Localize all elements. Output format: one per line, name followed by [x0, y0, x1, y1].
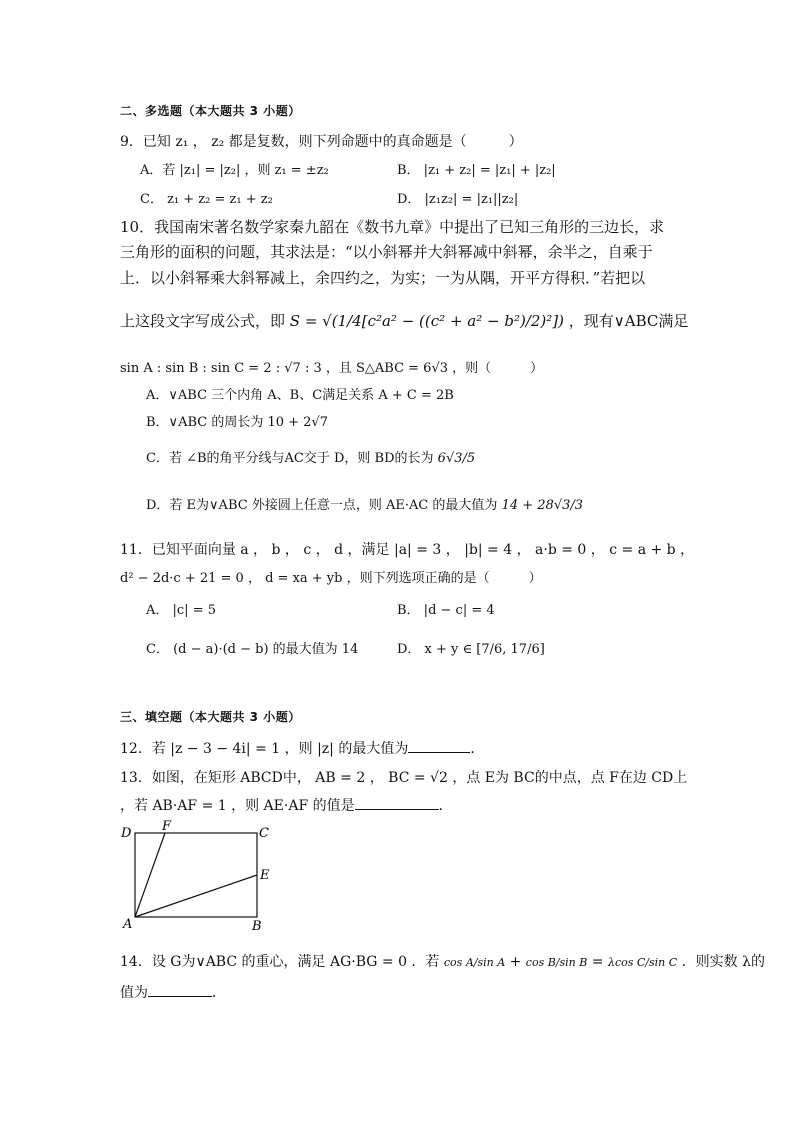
- q14-line-2: [120, 984, 226, 1002]
- q14-fraction-1: cos A/sin A: [443, 956, 506, 969]
- q10-option-c-value: 6√3/5: [437, 451, 476, 466]
- q10-option-c-pre: C．若 ∠B的角平分线与AC交于 D，则 BD的长为: [146, 451, 434, 466]
- q10-line-1: 10．我国南宋著名数学家秦九韶在《数书九章》中提出了已知三角形的三边长，求: [120, 218, 665, 236]
- q10-option-d[interactable]: [146, 497, 583, 515]
- q14-end: ．: [212, 985, 226, 1001]
- q11-option-a[interactable]: A． |c| = 5: [146, 603, 216, 618]
- q11-option-d[interactable]: D． x + y ∈ [7/6, 17/6]: [397, 642, 545, 657]
- rectangle-figure: [115, 820, 275, 935]
- q11-option-c[interactable]: C． (d − a)·(d − b) 的最大值为 14: [146, 642, 359, 657]
- label-e: E: [260, 868, 270, 883]
- label-f: F: [162, 820, 172, 834]
- label-c: C: [259, 826, 269, 841]
- label-b: B: [252, 919, 262, 934]
- q14-fraction-3: λcos C/sin C: [607, 956, 678, 969]
- q14-line-1-post: ．则实数 λ的: [681, 954, 765, 970]
- q13-line-1: 13．如图，在矩形 ABCD中， AB = 2 ， BC = √2 ，点 E为 BC的中点，点 F在边 CD上: [120, 770, 688, 786]
- q10-line-2: 三角形的面积的问题，其求法是：“以小斜幂并大斜幂减中斜幂，余半之，自乘于: [120, 243, 653, 261]
- q10-option-d-pre: D．若 E为∨ABC 外接圆上任意一点，则 AE·AC 的最大值为: [146, 498, 498, 513]
- q10-option-d-value: 14 + 28√3/3: [501, 498, 584, 513]
- section-2-title: 二、多选题（本大题共 3 小题）: [120, 104, 301, 118]
- q10-option-a[interactable]: A．∨ABC 三个内角 A、B、C满足关系 A + C = 2B: [146, 388, 454, 403]
- q10-line-4-pre: 上这段文字写成公式，即: [120, 312, 286, 330]
- q13-end: ．: [438, 798, 453, 814]
- q10-line-5: sin A : sin B : sin C = 2 : √7 : 3 ，且 S△ABC = 6√3 ，则（ ）: [120, 361, 544, 376]
- q14-line-1-pre: 14．设 G为∨ABC 的重心，满足 AG·BG = 0 ．若: [120, 954, 440, 970]
- q9-option-a[interactable]: A．若 |z₁| = |z₂| ，则 z₁ = ±z₂: [140, 163, 329, 178]
- q10-option-b[interactable]: B．∨ABC 的周长为 10 + 2√7: [146, 415, 328, 430]
- q13-line-2: [120, 797, 453, 815]
- label-a: A: [123, 917, 133, 932]
- qin-jiushao-formula: S = √(1/4[c²a² − ((c² + a² − b²)/2)²]): [289, 312, 564, 330]
- q9-option-b[interactable]: B． |z₁ + z₂| = |z₁| + |z₂|: [397, 163, 556, 178]
- q9-option-d[interactable]: D． |z₁z₂| = |z₁||z₂|: [397, 192, 519, 207]
- q14-line-1: 14．设 G为∨ABC 的重心，满足 AG·BG = 0 ．若 cos A/sin A + cos B/sin B = λcos C/sin C ．则实数 λ的: [120, 954, 765, 970]
- q14-line-2-text: 值为: [120, 985, 148, 1001]
- q9-option-c-text: C． z₁ + z₂ = z₁ + z₂: [140, 192, 273, 207]
- q10-line-3: 上．以小斜幂乘大斜幂减上，余四约之，为实；一为从隅，开平方得积．”若把以: [120, 269, 646, 287]
- q10-line-4-post: ，现有∨ABC满足: [568, 312, 689, 330]
- q12-answer-blank[interactable]: [408, 740, 470, 753]
- q9-stem: 9．已知 z₁ ， z₂ 都是复数，则下列命题中的真命题是（ ）: [120, 134, 523, 150]
- q11-option-b[interactable]: B． |d − c| = 4: [397, 603, 495, 618]
- q11-line-2: d² − 2d·c + 21 = 0 ， d = xa + yb ，则下列选项正确的是（ ）: [120, 571, 542, 586]
- q13-answer-blank[interactable]: [355, 797, 439, 810]
- q14-fraction-2: cos B/sin B: [525, 956, 588, 969]
- q12-line: [120, 740, 484, 758]
- q12-text: 12．若 |z − 3 − 4i| = 1 ，则 |z| 的最大值为: [120, 741, 409, 757]
- segment-ae: [135, 875, 257, 917]
- segment-af: [135, 833, 165, 917]
- q10-option-c[interactable]: [146, 450, 475, 468]
- q11-line-1: 11．已知平面向量 a ， b ， c ， d ，满足 |a| = 3 ， |b| = 4 ， a·b = 0 ， c = a + b ，: [120, 542, 695, 558]
- q9-option-c[interactable]: [140, 191, 273, 209]
- q13-line-2-text: ，若 AB·AF = 1 ，则 AE·AF 的值是: [120, 798, 355, 814]
- rectangle-abcd: [135, 833, 257, 917]
- q12-end: ．: [470, 741, 485, 757]
- q14-answer-blank[interactable]: [148, 984, 212, 997]
- section-3-title: 三、填空题（本大题共 3 小题）: [120, 710, 301, 724]
- label-d: D: [121, 826, 132, 841]
- q10-line-4: [120, 312, 688, 330]
